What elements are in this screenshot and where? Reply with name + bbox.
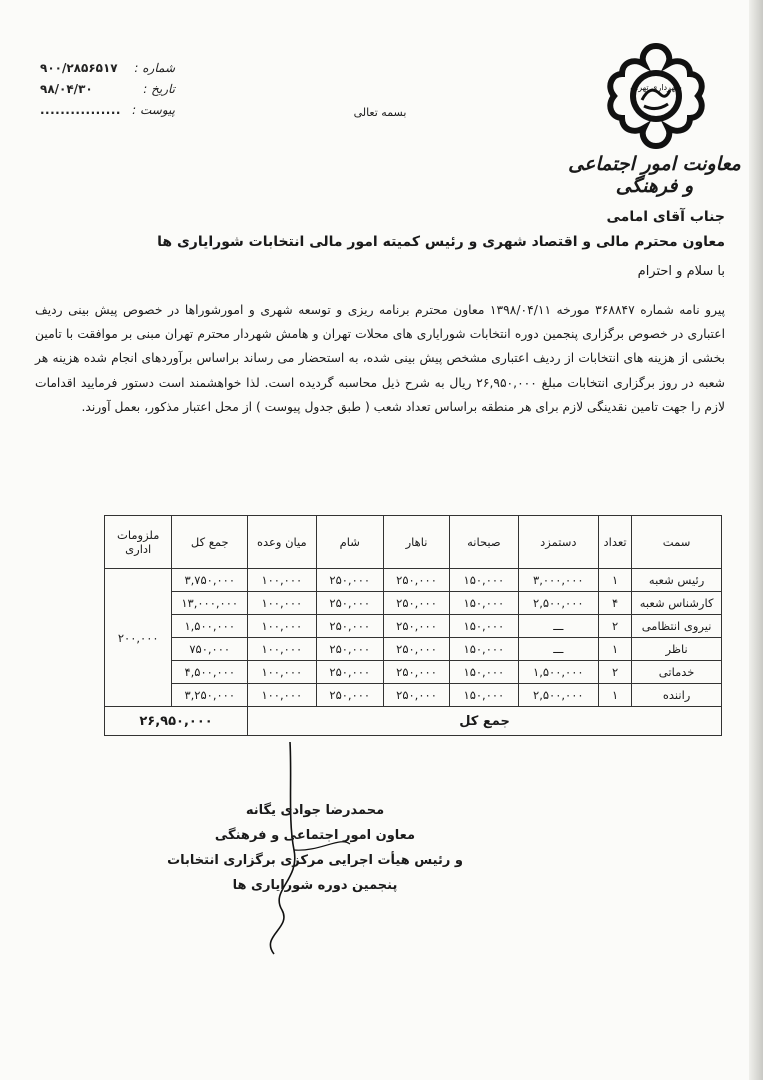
table-row (105, 592, 722, 615)
header-supplies: ملزومات اداری (105, 516, 172, 569)
cell-breakfast: ۱۵۰,۰۰۰ (450, 684, 519, 707)
header-total: جمع کل (172, 516, 248, 569)
cell-snack: ۱۰۰,۰۰۰ (248, 569, 317, 592)
meta-attachment-value: ................ (40, 103, 121, 117)
cell-total: ۳,۲۵۰,۰۰۰ (172, 684, 248, 707)
cell-total: ۳,۷۵۰,۰۰۰ (172, 569, 248, 592)
signer-title-1: معاون امور اجتماعی و فرهنگی (214, 828, 416, 843)
table-row (105, 569, 722, 592)
recipient-name: جناب آقای امامی (606, 209, 725, 225)
signature-block (150, 798, 480, 898)
cell-role: رئیس شعبه (632, 569, 722, 592)
cell-count: ۱ (598, 684, 631, 707)
cell-wage: ۲,۵۰۰,۰۰۰ (518, 592, 598, 615)
cell-total: ۱۳,۰۰۰,۰۰۰ (172, 592, 248, 615)
cell-breakfast: ۱۵۰,۰۰۰ (450, 638, 519, 661)
grand-total-row (105, 707, 722, 736)
cell-snack: ۱۰۰,۰۰۰ (248, 592, 317, 615)
cell-dinner: ۲۵۰,۰۰۰ (316, 592, 383, 615)
cell-total: ۱,۵۰۰,۰۰۰ (172, 615, 248, 638)
cell-wage: ۲,۵۰۰,۰۰۰ (518, 684, 598, 707)
grand-total-value: ۲۶,۹۵۰,۰۰۰ (105, 707, 248, 736)
header-dinner: شام (316, 516, 383, 569)
signer-name: محمدرضا جوادی یگانه (245, 803, 385, 818)
cell-breakfast: ۱۵۰,۰۰۰ (450, 592, 519, 615)
header-wage: دستمزد (518, 516, 598, 569)
meta-date-value: ۹۸/۰۴/۳۰ (40, 82, 93, 96)
cell-breakfast: ۱۵۰,۰۰۰ (450, 569, 519, 592)
meta-date-label: تاریخ : (143, 82, 175, 96)
table-row (105, 615, 722, 638)
letter-body: پیرو نامه شماره ۳۶۸۸۴۷ مورخه ۱۳۹۸/۰۴/۱۱ معاون محترم برنامه ریزی و توسعه شهری و امورشوراها در خصوص پیش بینی ردیف اعتباری در خصوص برگزاری پنجمین دوره انتخابات شورایاری های محلات تهران و هامش شهردار محترم تهران مبنی بر موافقت با تامین بخشی از هزینه های انتخابات از ردیف اعتباری مشخص پیش بینی شده، به استحضار می رساند براساس برآوردهای انجام شده هزینه هر شعبه در روز برگزاری انتخابات مبلغ ۲۶,۹۵۰,۰۰۰ ریال به شرح ذیل محاسبه گردیده است. لذا خواهشمند است دستور فرمایید اقدامات لازم را جهت تامین نقدینگی لازم برای هر منطقه براساس تعداد شعب ( طبق جدول پیوست ) از محل اعتبار مذکور، بعمل آورند. (35, 303, 726, 414)
logo-text: شهرداری تهران (630, 83, 682, 92)
cell-count: ۱ (598, 569, 631, 592)
recipient-block (35, 205, 725, 255)
meta-number-value: ۹۰۰/۲۸۵۶۵۱۷ (40, 61, 118, 75)
meta-number-row (40, 58, 175, 79)
cell-breakfast: ۱۵۰,۰۰۰ (450, 615, 519, 638)
cell-count: ۱ (598, 638, 631, 661)
cell-wage: ـــ (518, 615, 598, 638)
tehran-municipality-logo-icon (600, 40, 712, 152)
meta-date-row (40, 79, 175, 100)
cell-wage: ـــ (518, 638, 598, 661)
signer-title-3: پنجمین دوره شورایاری ها (232, 878, 398, 893)
table-row (105, 661, 722, 684)
cell-lunch: ۲۵۰,۰۰۰ (383, 684, 449, 707)
table-header-row (105, 516, 722, 569)
cell-role: خدماتی (632, 661, 722, 684)
meta-number-label: شماره : (134, 61, 175, 75)
table-row (105, 684, 722, 707)
cell-snack: ۱۰۰,۰۰۰ (248, 684, 317, 707)
cell-breakfast: ۱۵۰,۰۰۰ (450, 661, 519, 684)
cell-role: ناظر (632, 638, 722, 661)
cell-lunch: ۲۵۰,۰۰۰ (383, 615, 449, 638)
cell-role: کارشناس شعبه (632, 592, 722, 615)
cell-total: ۴,۵۰۰,۰۰۰ (172, 661, 248, 684)
cell-supplies: ۲۰۰,۰۰۰ (105, 569, 172, 707)
cell-count: ۲ (598, 615, 631, 638)
bismillah: بسمه تعالی (353, 106, 407, 119)
signer-title-2: و رئیس هیأت اجرایی مرکزی برگزاری انتخابات (167, 853, 463, 868)
cell-wage: ۱,۵۰۰,۰۰۰ (518, 661, 598, 684)
header-snack: میان وعده (248, 516, 317, 569)
department-name: معاونت امور اجتماعی و فرهنگی (568, 153, 741, 197)
greeting: با سلام و احترام (637, 264, 725, 279)
cell-count: ۴ (598, 592, 631, 615)
cell-lunch: ۲۵۰,۰۰۰ (383, 638, 449, 661)
cell-snack: ۱۰۰,۰۰۰ (248, 661, 317, 684)
cell-role: راننده (632, 684, 722, 707)
cell-dinner: ۲۵۰,۰۰۰ (316, 684, 383, 707)
cell-snack: ۱۰۰,۰۰۰ (248, 615, 317, 638)
cell-dinner: ۲۵۰,۰۰۰ (316, 638, 383, 661)
scan-edge (749, 0, 763, 1080)
cell-count: ۲ (598, 661, 631, 684)
table-row (105, 638, 722, 661)
cell-total: ۷۵۰,۰۰۰ (172, 638, 248, 661)
recipient-title: معاون محترم مالی و اقتصاد شهری و رئیس کمیته امور مالی انتخابات شورایاری ها (157, 234, 725, 250)
cell-dinner: ۲۵۰,۰۰۰ (316, 661, 383, 684)
cell-role: نیروی انتظامی (632, 615, 722, 638)
header-breakfast: صبحانه (450, 516, 519, 569)
meta-attachment-row (40, 100, 175, 121)
cost-table (104, 515, 722, 736)
cell-lunch: ۲۵۰,۰۰۰ (383, 592, 449, 615)
header-lunch: ناهار (383, 516, 449, 569)
cell-snack: ۱۰۰,۰۰۰ (248, 638, 317, 661)
letter-meta (40, 58, 175, 121)
header-role: سمت (632, 516, 722, 569)
cell-wage: ۳,۰۰۰,۰۰۰ (518, 569, 598, 592)
grand-total-label: جمع کل (248, 707, 722, 736)
cell-dinner: ۲۵۰,۰۰۰ (316, 615, 383, 638)
header-count: تعداد (598, 516, 631, 569)
cell-lunch: ۲۵۰,۰۰۰ (383, 569, 449, 592)
cell-dinner: ۲۵۰,۰۰۰ (316, 569, 383, 592)
cell-lunch: ۲۵۰,۰۰۰ (383, 661, 449, 684)
meta-attachment-label: پیوست : (132, 103, 175, 117)
